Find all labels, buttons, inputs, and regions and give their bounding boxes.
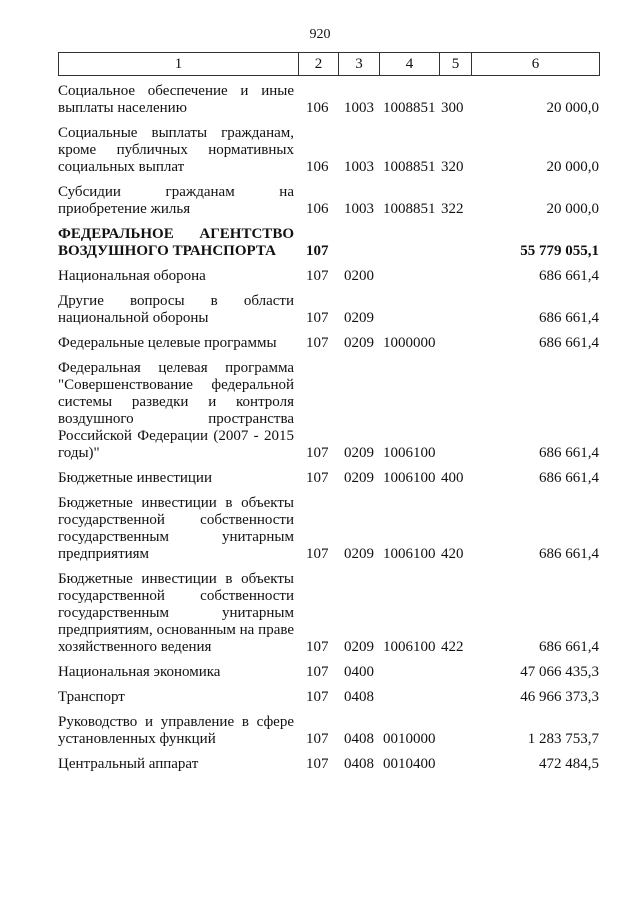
row-amount: 686 661,4 [539,335,599,351]
row-ministry-code: 107 [306,689,329,705]
table-row [58,571,599,656]
table-row [58,335,599,352]
row-name: Федеральная целевая программа "Совершенствование федеральной системы разведки и контроля воздушного пространства Российской Федерации (2007 - 2015 годы)" [58,360,294,461]
row-expense-type: 420 [441,546,464,562]
row-name: Субсидии гражданам на приобретение жилья [58,184,294,217]
row-ministry-code: 107 [306,268,329,284]
row-section-code: 1003 [344,100,374,116]
row-section-code: 0209 [344,310,374,326]
row-ministry-code: 106 [306,159,329,175]
row-amount: 686 661,4 [539,310,599,326]
row-amount: 686 661,4 [539,639,599,655]
page-number: 920 [309,27,331,42]
table-row [58,125,599,176]
row-target-article: 1000000 [383,335,436,351]
row-ministry-code: 107 [306,335,329,351]
row-target-article: 1008851 [383,159,436,175]
row-section-code: 0209 [344,639,374,655]
header-col-3: 3 [339,53,380,76]
table-row [58,689,599,706]
row-name: Национальная оборона [58,268,206,284]
row-amount: 20 000,0 [546,201,599,217]
row-amount: 686 661,4 [539,546,599,562]
table-row [58,293,599,327]
table-row [58,83,599,117]
row-name: Социальное обеспечение и иные выплаты населению [58,83,294,116]
row-name: Бюджетные инвестиции [58,470,212,486]
row-ministry-code: 106 [306,201,329,217]
row-expense-type: 322 [441,201,464,217]
table-row [58,714,599,748]
table-row [58,470,599,487]
row-section-code: 1003 [344,159,374,175]
row-name: Руководство и управление в сфере установленных функций [58,714,294,747]
table-row [58,184,599,218]
table-row [58,226,599,260]
row-amount: 686 661,4 [539,445,599,461]
row-target-article: 1008851 [383,100,436,116]
row-target-article: 1006100 [383,445,436,461]
row-section-code: 0209 [344,546,374,562]
row-name: Транспорт [58,689,125,705]
row-section-code: 0209 [344,470,374,486]
row-amount: 20 000,0 [546,159,599,175]
row-ministry-code: 107 [306,731,329,747]
row-ministry-code: 107 [306,243,329,259]
row-amount: 55 779 055,1 [520,243,599,259]
row-section-code: 0408 [344,756,374,772]
row-ministry-code: 107 [306,546,329,562]
row-section-code: 1003 [344,201,374,217]
row-name: Социальные выплаты гражданам, кроме публичных нормативных социальных выплат [58,125,294,175]
row-section-code: 0209 [344,335,374,351]
row-name: Другие вопросы в области национальной обороны [58,293,294,326]
table-row [58,495,599,563]
row-amount: 1 283 753,7 [527,731,599,747]
header-col-5: 5 [440,53,472,76]
row-section-code: 0209 [344,445,374,461]
row-name: Бюджетные инвестиции в объекты государственной собственности государственным унитарным предприятиям, основанным на праве хозяйственного ведения [58,571,294,655]
header-col-1: 1 [59,53,299,76]
row-ministry-code: 107 [306,445,329,461]
row-expense-type: 422 [441,639,464,655]
row-ministry-code: 106 [306,100,329,116]
row-name: Национальная экономика [58,664,221,680]
row-amount: 46 966 373,3 [520,689,599,705]
row-name: ФЕДЕРАЛЬНОЕ АГЕНТСТВО ВОЗДУШНОГО ТРАНСПОРТА [58,226,294,259]
row-amount: 686 661,4 [539,268,599,284]
row-target-article: 1006100 [383,546,436,562]
row-amount: 20 000,0 [546,100,599,116]
row-name: Бюджетные инвестиции в объекты государственной собственности государственным унитарным предприятиям [58,495,294,562]
table-body [58,83,599,781]
row-ministry-code: 107 [306,639,329,655]
row-expense-type: 400 [441,470,464,486]
row-amount: 686 661,4 [539,470,599,486]
row-expense-type: 320 [441,159,464,175]
row-ministry-code: 107 [306,310,329,326]
row-section-code: 0400 [344,664,374,680]
table-row [58,268,599,285]
table-header [58,52,600,76]
row-ministry-code: 107 [306,664,329,680]
table-row [58,360,599,462]
row-name: Центральный аппарат [58,756,199,772]
row-section-code: 0408 [344,731,374,747]
row-section-code: 0408 [344,689,374,705]
row-target-article: 1006100 [383,470,436,486]
row-target-article: 0010000 [383,731,436,747]
row-target-article: 1008851 [383,201,436,217]
row-expense-type: 300 [441,100,464,116]
row-section-code: 0200 [344,268,374,284]
row-name: Федеральные целевые программы [58,335,277,351]
row-target-article: 0010400 [383,756,436,772]
header-col-4: 4 [380,53,440,76]
header-col-6: 6 [472,53,600,76]
row-amount: 472 484,5 [539,756,599,772]
header-col-2: 2 [299,53,339,76]
table-row [58,664,599,681]
row-ministry-code: 107 [306,470,329,486]
table-row [58,756,599,773]
row-amount: 47 066 435,3 [520,664,599,680]
row-ministry-code: 107 [306,756,329,772]
row-target-article: 1006100 [383,639,436,655]
